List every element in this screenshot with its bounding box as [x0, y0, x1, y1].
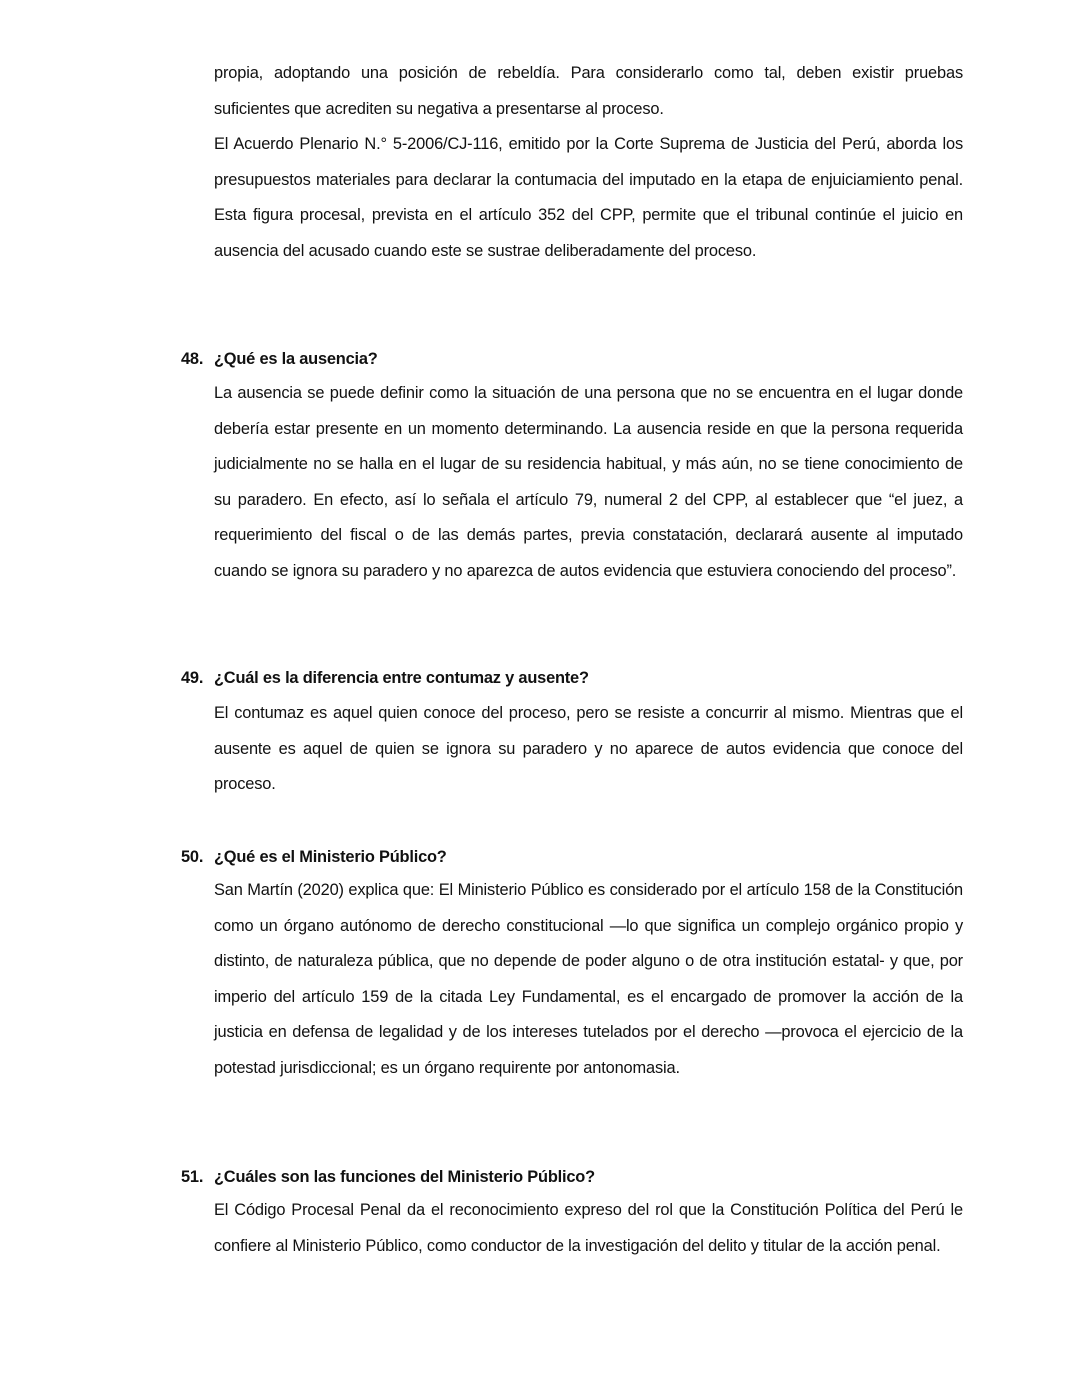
section-number: 51.	[181, 1168, 204, 1186]
section-question: ¿Cuáles son las funciones del Ministerio Público?	[214, 1168, 595, 1186]
continuation-paragraph-1: propia, adoptando una posición de rebeldía. Para considerarlo como tal, deben existir pruebas suficientes que acrediten su negativa a presentarse al proceso.	[214, 64, 963, 118]
section-number: 48.	[181, 350, 204, 368]
section-heading-51	[181, 1165, 971, 1189]
section-number: 49.	[181, 669, 204, 687]
section-heading-50	[181, 845, 971, 869]
section-answer-48: La ausencia se puede definir como la situación de una persona que no se encuentra en el lugar donde debería estar presente en un momento determinando. La ausencia reside en que la persona requerida judicialmente no se halla en el lugar de su residencia habitual, y más aún, no se tiene conocimiento de su paradero. En efecto, así lo señala el artículo 79, numeral 2 del CPP, al establecer que “el juez, a requerimiento del fiscal o de las demás partes, previa constatación, declarará ausente al imputado cuando se ignora su paradero y no aparezca de autos evidencia que estuviera conociendo del proceso”.	[214, 384, 963, 580]
section-question: ¿Cuál es la diferencia entre contumaz y ausente?	[214, 669, 589, 687]
section-answer-50: San Martín (2020) explica que: El Ministerio Público es considerado por el artículo 158 de la Constitución como un órgano autónomo de derecho constitucional —lo que significa un complejo orgánico propio y distinto, de naturaleza pública, que no depende de poder alguno o de otra institución estatal- y que, por imperio del artículo 159 de la citada Ley Fundamental, es el encargado de promover la acción de la justicia en defensa de legalidad y de los intereses tutelados por el derecho —provoca el ejercicio de la potestad jurisdiccional; es un órgano requirente por antonomasia.	[214, 881, 963, 1077]
continuation-paragraph-2: El Acuerdo Plenario N.° 5-2006/CJ-116, emitido por la Corte Suprema de Justicia del Perú, aborda los presupuestos materiales para declarar la contumacia del imputado en la etapa de enjuiciamiento penal. Esta figura procesal, prevista en el artículo 352 del CPP, permite que el tribunal continúe el juicio en ausencia del acusado cuando este se sustrae deliberadamente del proceso.	[214, 135, 963, 260]
section-number: 50.	[181, 848, 204, 866]
section-answer-49: El contumaz es aquel quien conoce del proceso, pero se resiste a concurrir al mismo. Mientras que el ausente es aquel de quien se ignora su paradero y no aparece de autos evidencia que conoce del proceso.	[214, 704, 963, 794]
section-answer-51: El Código Procesal Penal da el reconocimiento expreso del rol que la Constitución Política del Perú le confiere al Ministerio Público, como conductor de la investigación del delito y titular de la acción penal.	[214, 1201, 963, 1255]
section-heading-48	[181, 347, 971, 371]
section-heading-49	[181, 666, 971, 690]
section-question: ¿Qué es el Ministerio Público?	[214, 848, 447, 866]
section-question: ¿Qué es la ausencia?	[214, 350, 378, 368]
